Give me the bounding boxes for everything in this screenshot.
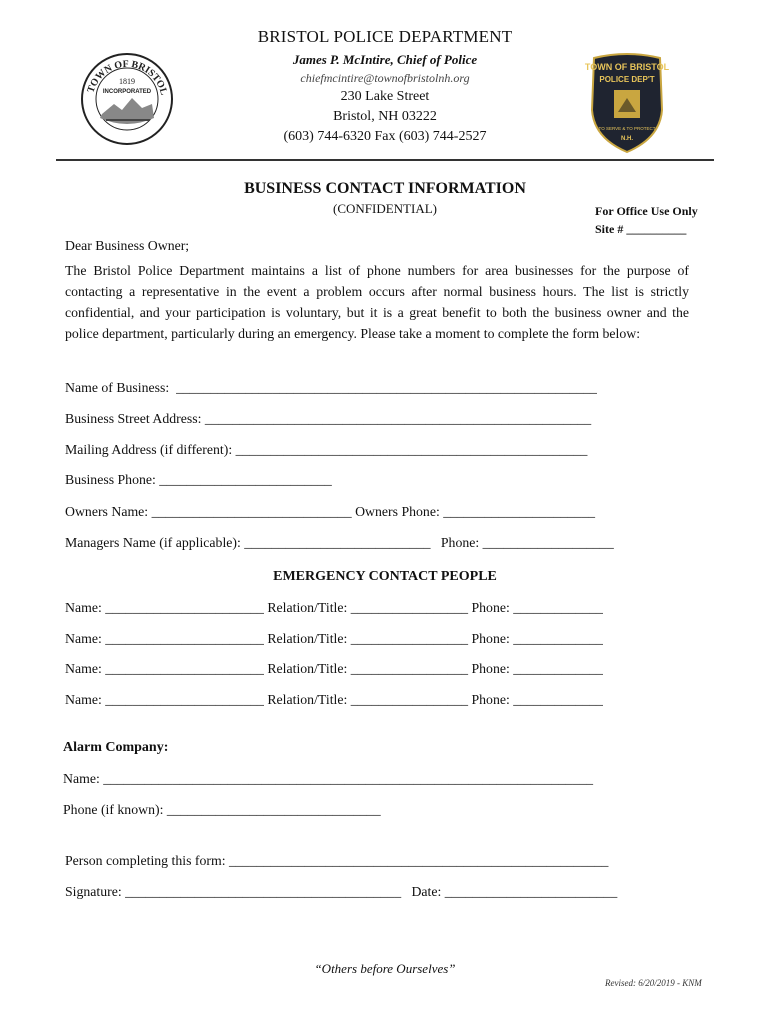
emergency-heading: EMERGENCY CONTACT PEOPLE bbox=[273, 569, 497, 584]
site-number-field[interactable]: Site # __________ bbox=[595, 222, 687, 236]
revision-note: Revised: 6/20/2019 - KNM bbox=[605, 978, 702, 988]
emergency-row[interactable]: Name: _______________________ Relation/Title: _________________ Phone: _____________ bbox=[65, 661, 603, 676]
chief-email: chiefmcintire@townofbristolnh.org bbox=[300, 71, 470, 85]
salutation: Dear Business Owner; bbox=[65, 238, 190, 253]
patch-subtitle: POLICE DEP'T bbox=[599, 75, 655, 84]
emergency-row[interactable]: Name: _______________________ Relation/Title: _________________ Phone: _____________ bbox=[65, 692, 603, 707]
alarm-name-field[interactable]: Name: _______________________________________________________________________ bbox=[63, 771, 594, 786]
emergency-row[interactable]: Name: _______________________ Relation/Title: _________________ Phone: _____________ bbox=[65, 631, 603, 646]
alarm-phone-field[interactable]: Phone (if known): _______________________________ bbox=[63, 802, 381, 817]
phone-fax: (603) 744-6320 Fax (603) 744-2527 bbox=[283, 129, 487, 144]
emergency-row[interactable]: Name: _______________________ Relation/Title: _________________ Phone: _____________ bbox=[65, 600, 603, 615]
business-phone-field[interactable]: Business Phone: _________________________ bbox=[65, 472, 332, 487]
patch-title: TOWN OF BRISTOL bbox=[584, 62, 670, 72]
office-use-label: For Office Use Only bbox=[595, 204, 698, 218]
mailing-address-field[interactable]: Mailing Address (if different): ___________________________________________________ bbox=[65, 442, 588, 457]
managers-field[interactable]: Managers Name (if applicable): ___________________________ Phone: ___________________ bbox=[65, 535, 614, 550]
form-title: BUSINESS CONTACT INFORMATION bbox=[244, 180, 526, 197]
department-name: BRISTOL POLICE DEPARTMENT bbox=[257, 27, 513, 46]
seal-incorporated: INCORPORATED bbox=[102, 89, 152, 95]
form-subtitle: (CONFIDENTIAL) bbox=[333, 201, 437, 216]
header-divider bbox=[56, 159, 714, 161]
patch-state: N.H. bbox=[621, 136, 633, 142]
street-address-field[interactable]: Business Street Address: ________________________________________________________ bbox=[65, 411, 592, 426]
footer-motto: “Others before Ourselves” bbox=[314, 961, 456, 976]
owners-field[interactable]: Owners Name: _____________________________ Owners Phone: ______________________ bbox=[65, 504, 595, 519]
patch-motto: TO SERVE & TO PROTECT bbox=[598, 126, 656, 131]
seal-year: 1819 bbox=[119, 77, 135, 86]
address-street: 230 Lake Street bbox=[340, 89, 430, 104]
seal-ring-text: TOWN OF BRISTOL bbox=[85, 58, 170, 97]
person-completing-field[interactable]: Person completing this form: _______________________________________________________ bbox=[65, 853, 609, 868]
intro-paragraph: The Bristol Police Department maintains a list of phone numbers for area businesses for the purpose of contacting a representative in the event a problem occurs after normal business hours. The list is strictly confidential, and your participation is voluntary, but it is a great benefit to both the business owner and the police department, particularly during an emergency. Please take a moment to complete the form below: bbox=[65, 263, 689, 341]
address-city: Bristol, NH 03222 bbox=[333, 109, 437, 124]
signature-date-field[interactable]: Signature: ________________________________________ Date: _________________________ bbox=[65, 884, 618, 899]
business-name-field[interactable]: Name of Business: _____________________________________________________________ bbox=[65, 380, 597, 395]
alarm-heading: Alarm Company: bbox=[63, 740, 169, 755]
chief-name: James P. McIntire, Chief of Police bbox=[292, 52, 478, 67]
